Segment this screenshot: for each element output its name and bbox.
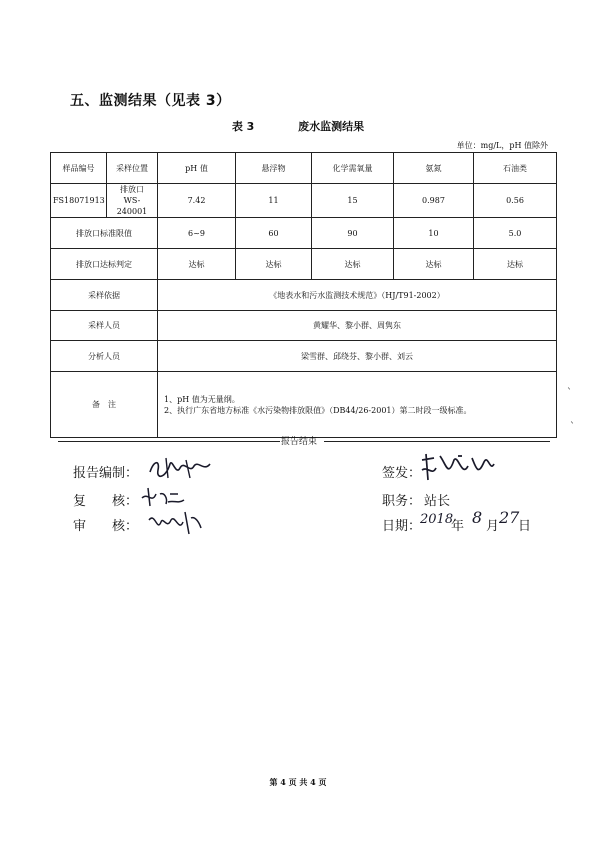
value-cell: 15: [312, 184, 394, 218]
remark-label: 备 注: [51, 372, 158, 438]
basis-row: [51, 280, 557, 311]
table-number: 表 3: [231, 120, 255, 133]
audited-label: 审 核：: [73, 519, 139, 534]
judge-label: 排放口达标判定: [51, 249, 158, 280]
results-table: [50, 152, 557, 438]
header-cell: pH 值: [158, 153, 236, 184]
header-cell: 样品编号: [51, 153, 107, 184]
reviewed-label: 复 核：: [73, 494, 139, 509]
position-label: 职务：: [382, 494, 422, 509]
value-cell: 0.56: [474, 184, 557, 218]
limit-cell: 60: [236, 218, 312, 249]
header-cell: 氨氮: [394, 153, 474, 184]
compiled-label: 报告编制：: [73, 466, 139, 481]
signed-signature: [418, 450, 496, 484]
value-cell: 11: [236, 184, 312, 218]
margin-mark: ˋ: [570, 422, 575, 433]
data-row: [51, 184, 557, 218]
sampler-label: 采样人员: [51, 311, 158, 341]
analyst-value: 梁雪群、邱绕芬、黎小群、刘云: [158, 341, 557, 372]
judge-cell: 达标: [394, 249, 474, 280]
margin-mark: `: [567, 388, 572, 399]
date-month: 8: [472, 508, 483, 527]
location-line1: 排放口: [120, 185, 144, 194]
sample-id-cell: FS18071913: [51, 184, 107, 218]
judge-cell: 达标: [474, 249, 557, 280]
section-title: 五、监测结果（见表 3）: [70, 93, 231, 109]
judge-row: [51, 249, 557, 280]
date-day-char: 日: [518, 519, 532, 534]
signed-label: 签发：: [382, 466, 422, 481]
header-cell: 石油类: [474, 153, 557, 184]
limit-cell: 10: [394, 218, 474, 249]
divider: [324, 441, 550, 442]
header-row: [51, 153, 557, 184]
value-cell: 0.987: [394, 184, 474, 218]
basis-label: 采样依据: [51, 280, 158, 311]
divider: [58, 441, 280, 442]
table-title: 废水监测结果: [298, 120, 365, 133]
remark-value: [158, 372, 557, 438]
date-day: 27: [499, 508, 520, 527]
analyst-row: [51, 341, 557, 372]
remark-row: [51, 372, 557, 438]
date-year-char: 年: [451, 519, 465, 534]
date-month-char: 月: [486, 519, 500, 534]
page-footer: 第 4 页 共 4 页: [269, 777, 327, 787]
location-cell: [107, 184, 158, 218]
remark-line1: 1、pH 值为无量纲。: [164, 394, 240, 404]
sampler-row: [51, 311, 557, 341]
judge-cell: 达标: [158, 249, 236, 280]
header-cell: 采样位置: [107, 153, 158, 184]
header-cell: 化学需氧量: [312, 153, 394, 184]
analyst-label: 分析人员: [51, 341, 158, 372]
reviewed-signature: [138, 484, 188, 510]
date-year: 2018: [420, 512, 454, 527]
location-line2: WS-240001: [116, 196, 148, 216]
audited-signature: [145, 508, 205, 538]
date-label: 日期：: [382, 519, 422, 534]
limit-label: 排放口标准限值: [51, 218, 158, 249]
limit-row: [51, 218, 557, 249]
compiled-signature: [146, 454, 218, 482]
limit-cell: 6~9: [158, 218, 236, 249]
sampler-value: 黄耀华、黎小群、周隽东: [158, 311, 557, 341]
judge-cell: 达标: [236, 249, 312, 280]
position-value: 站长: [424, 494, 451, 509]
table-caption: [0, 118, 596, 134]
value-cell: 7.42: [158, 184, 236, 218]
header-cell: 悬浮物: [236, 153, 312, 184]
remark-line2: 2、执行广东省地方标准《水污染物排放限值》（DB44/26-2001）第二时段一级标准。: [164, 405, 472, 415]
report-end: 报告结束: [281, 437, 318, 447]
limit-cell: 90: [312, 218, 394, 249]
limit-cell: 5.0: [474, 218, 557, 249]
basis-value: 《地表水和污水监测技术规范》（HJ/T91-2002）: [158, 280, 557, 311]
judge-cell: 达标: [312, 249, 394, 280]
unit-note: 单位：mg/L，pH 值除外: [456, 141, 548, 150]
